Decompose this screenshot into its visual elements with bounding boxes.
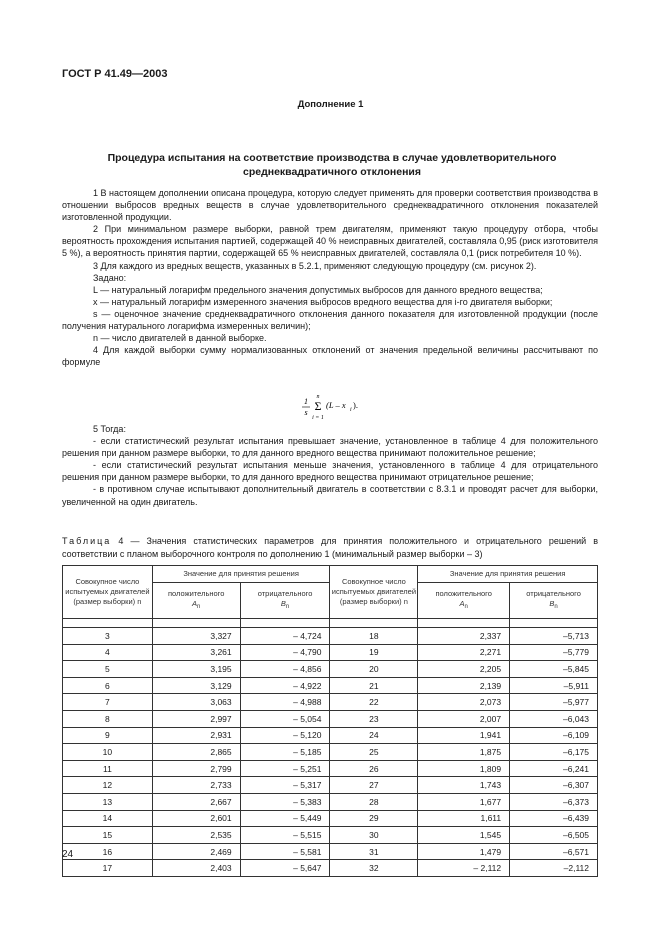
table-row	[63, 793, 598, 810]
cell-positive: 2,667	[152, 793, 240, 810]
header-decision-right: Значение для принятия решения	[418, 566, 598, 583]
cell-negative: –6,373	[510, 793, 598, 810]
cell-count: 20	[330, 661, 418, 678]
definition-s: s — оценочное значение среднеквадратичного отклонения данного показателя для изготовленной продукции (после получения натурального логарифма измеренных величин);	[62, 308, 598, 332]
table-row	[63, 710, 598, 727]
definition-n: n — число двигателей в данной выборке.	[93, 333, 267, 344]
cell-negative: –6,241	[510, 760, 598, 777]
cell-count: 16	[63, 843, 153, 860]
cell-positive: 3,129	[152, 677, 240, 694]
spacer-cell	[418, 619, 510, 628]
cell-positive: 1,677	[418, 793, 510, 810]
positive-label: положительного	[435, 589, 492, 598]
cell-positive: 2,337	[418, 628, 510, 645]
formula-denominator: s	[304, 408, 308, 417]
paragraph-5: 5 Тогда:	[93, 424, 126, 434]
cell-count: 21	[330, 677, 418, 694]
cell-count: 25	[330, 744, 418, 761]
cell-count: 10	[63, 744, 153, 761]
cell-count: 18	[330, 628, 418, 645]
cell-negative: – 5,581	[240, 843, 330, 860]
formula-end: ).	[353, 400, 358, 410]
header-negative-right	[510, 583, 598, 619]
table-caption	[62, 535, 598, 560]
positive-subscript: n	[197, 604, 201, 610]
cell-negative: – 4,856	[240, 661, 330, 678]
cell-count: 32	[330, 860, 418, 877]
cell-positive: 2,403	[152, 860, 240, 877]
formula-svg	[302, 393, 372, 421]
cell-negative: –2,112	[510, 860, 598, 877]
cell-positive: 1,941	[418, 727, 510, 744]
table-row	[63, 827, 598, 844]
negative-subscript: n	[554, 604, 558, 610]
header-count-left: Совокупное число испытуемых двигателей (размер выборки) n	[63, 566, 153, 619]
cell-positive: 2,931	[152, 727, 240, 744]
table-row	[63, 727, 598, 744]
cell-positive: 1,479	[418, 843, 510, 860]
cell-negative: – 4,988	[240, 694, 330, 711]
definition-L: L — натуральный логарифм предельного значения допустимых выбросов для данного вредного вещества;	[93, 284, 543, 295]
cell-positive: 2,205	[418, 661, 510, 678]
cell-positive: 2,799	[152, 760, 240, 777]
table-row	[63, 694, 598, 711]
cell-negative: – 5,185	[240, 744, 330, 761]
cell-negative: – 4,922	[240, 677, 330, 694]
cell-positive: 2,865	[152, 744, 240, 761]
cell-positive: – 2,112	[418, 860, 510, 877]
cell-positive: 2,997	[152, 710, 240, 727]
negative-symbol: B	[280, 599, 286, 608]
cell-count: 12	[63, 777, 153, 794]
table-row	[63, 843, 598, 860]
header-negative-left	[240, 583, 330, 619]
cell-count: 8	[63, 710, 153, 727]
sum-upper-limit: n	[316, 394, 320, 400]
cell-count: 29	[330, 810, 418, 827]
given-label: Задано:	[93, 272, 127, 283]
cell-negative: –6,439	[510, 810, 598, 827]
cell-count: 7	[63, 694, 153, 711]
table-row	[63, 860, 598, 877]
table-body	[63, 628, 598, 877]
negative-label: отрицательного	[526, 589, 581, 598]
sigma-symbol: Σ	[314, 399, 322, 413]
cell-count: 4	[63, 644, 153, 661]
cell-count: 31	[330, 843, 418, 860]
statistics-table	[62, 565, 598, 877]
cell-positive: 2,469	[152, 843, 240, 860]
formula-expression: (L – x	[326, 400, 346, 410]
table-caption-text: 4 — Значения статистических параметров для принятия положительного и отрицательного решений в соответствии с планом выборочного контроля по дополнению 1 (минимальный размер выборки – 3)	[62, 536, 598, 559]
cell-count: 6	[63, 677, 153, 694]
cell-negative: – 5,647	[240, 860, 330, 877]
bullet-negative: - если статистический результат испытания меньше значения, установленного в таблице 4 для отрицательного решения при данном размере выборки, то для данного вредного вещества принимают отрицательное решение;	[62, 460, 598, 483]
cell-positive: 2,733	[152, 777, 240, 794]
cell-count: 13	[63, 793, 153, 810]
cell-count: 5	[63, 661, 153, 678]
cell-negative: – 5,120	[240, 727, 330, 744]
paragraph-4: 4 Для каждой выборки сумму нормализованных отклонений от значения предельной величины рассчитывают по формуле	[62, 345, 598, 368]
spacer-cell	[152, 619, 240, 628]
paragraph-3: 3 Для каждого из вредных веществ, указанных в 5.2.1, применяют следующую процедуру (см. рисунок 2).	[93, 260, 537, 271]
cell-negative: –5,977	[510, 694, 598, 711]
cell-count: 30	[330, 827, 418, 844]
cell-negative: –5,779	[510, 644, 598, 661]
positive-symbol: A	[192, 599, 198, 608]
formula-subscript: i	[350, 407, 352, 413]
cell-negative: – 4,724	[240, 628, 330, 645]
cell-count: 28	[330, 793, 418, 810]
cell-count: 11	[63, 760, 153, 777]
cell-negative: –6,307	[510, 777, 598, 794]
cell-positive: 2,535	[152, 827, 240, 844]
cell-positive: 3,261	[152, 644, 240, 661]
spacer-cell	[240, 619, 330, 628]
cell-positive: 2,601	[152, 810, 240, 827]
definition-x: x — натуральный логарифм измеренного значения выбросов вредного вещества для i-го двигателя выборки;	[93, 296, 553, 307]
cell-negative: – 5,449	[240, 810, 330, 827]
formula-numerator: 1	[304, 397, 308, 406]
cell-negative: – 5,054	[240, 710, 330, 727]
cell-negative: –6,175	[510, 744, 598, 761]
cell-positive: 1,545	[418, 827, 510, 844]
cell-count: 23	[330, 710, 418, 727]
spacer-cell	[330, 619, 418, 628]
supplement-label: Дополнение 1	[297, 99, 364, 110]
cell-negative: –5,845	[510, 661, 598, 678]
positive-label: положительного	[167, 589, 225, 598]
cell-negative: – 5,251	[240, 760, 330, 777]
cell-count: 19	[330, 644, 418, 661]
cell-positive: 1,875	[418, 744, 510, 761]
header-positive-left	[152, 583, 240, 619]
page-title	[62, 151, 602, 179]
table-row	[63, 644, 598, 661]
standard-code: ГОСТ Р 41.49—2003	[62, 68, 168, 80]
cell-positive: 2,271	[418, 644, 510, 661]
cell-negative: –5,713	[510, 628, 598, 645]
cell-count: 24	[330, 727, 418, 744]
title-line-1: Процедура испытания на соответствие производства в случае удовлетворительного	[107, 152, 557, 164]
positive-symbol: A	[459, 599, 465, 608]
header-decision-left: Значение для принятия решения	[152, 566, 330, 583]
cell-positive: 3,195	[152, 661, 240, 678]
cell-negative: –6,109	[510, 727, 598, 744]
cell-negative: –6,043	[510, 710, 598, 727]
header-positive-right	[418, 583, 510, 619]
formula	[302, 393, 372, 423]
body-text	[62, 187, 598, 368]
header-count-right: Совокупное число испытуемых двигателей (размер выборки) n	[330, 566, 418, 619]
paragraph-2: 2 При минимальном размере выборки, равной трем двигателям, применяют такую процедуру отбора, чтобы вероятность прохождения испытания партией, содержащей 40 % неисправных двигателей, составляла 0,95 (риск изготовителя 5 %), а вероятность принятия партии, содержащей 65 % неисправных двигателей, составляла 0,1 (риск потребителя 10 %).	[62, 224, 598, 259]
decision-text	[62, 423, 598, 508]
bullet-positive: - если статистический результат испытания превышает значение, установленное в таблице 4 для положительного решения при данном размере выборки, то для данного вредного вещества принимают положительное решение;	[62, 436, 598, 459]
cell-negative: –6,505	[510, 827, 598, 844]
cell-count: 3	[63, 628, 153, 645]
cell-count: 9	[63, 727, 153, 744]
cell-negative: – 4,790	[240, 644, 330, 661]
negative-subscript: n	[285, 604, 290, 610]
spacer-cell	[510, 619, 598, 628]
table-row	[63, 744, 598, 761]
table-row	[63, 661, 598, 678]
cell-count: 17	[63, 860, 153, 877]
bullet-otherwise: - в противном случае испытывают дополнительный двигатель в соответствии с 8.3.1 и проводят расчет для выборки, увеличенной на один двигатель.	[62, 484, 598, 507]
negative-label: отрицательного	[257, 589, 313, 598]
negative-symbol: B	[549, 599, 555, 608]
cell-count: 22	[330, 694, 418, 711]
cell-count: 14	[63, 810, 153, 827]
cell-negative: –6,571	[510, 843, 598, 860]
table-row	[63, 628, 598, 645]
cell-positive: 2,139	[418, 677, 510, 694]
cell-positive: 1,743	[418, 777, 510, 794]
table-row	[63, 810, 598, 827]
cell-negative: – 5,515	[240, 827, 330, 844]
cell-positive: 2,073	[418, 694, 510, 711]
cell-positive: 2,007	[418, 710, 510, 727]
cell-count: 27	[330, 777, 418, 794]
cell-negative: –5,911	[510, 677, 598, 694]
cell-count: 26	[330, 760, 418, 777]
page-number: 24	[62, 849, 74, 860]
sum-lower-limit: i = 1	[312, 415, 324, 421]
table-row	[63, 760, 598, 777]
cell-count: 15	[63, 827, 153, 844]
paragraph-1: 1 В настоящем дополнении описана процедура, которую следует применять для проверки соответствия производства в отношении выбросов вредных веществ в случае удовлетворительного среднеквадратичного отклонения показателей изготовленной продукции.	[62, 188, 598, 223]
cell-positive: 3,063	[152, 694, 240, 711]
table-caption-label: Таблица	[62, 536, 112, 546]
spacer-cell	[63, 619, 153, 628]
cell-negative: – 5,383	[240, 793, 330, 810]
table-row	[63, 777, 598, 794]
title-line-2: среднеквадратичного отклонения	[242, 166, 421, 178]
positive-subscript: n	[464, 604, 468, 610]
cell-positive: 3,327	[152, 628, 240, 645]
cell-positive: 1,809	[418, 760, 510, 777]
table-row	[63, 677, 598, 694]
cell-positive: 1,611	[418, 810, 510, 827]
cell-negative: – 5,317	[240, 777, 330, 794]
